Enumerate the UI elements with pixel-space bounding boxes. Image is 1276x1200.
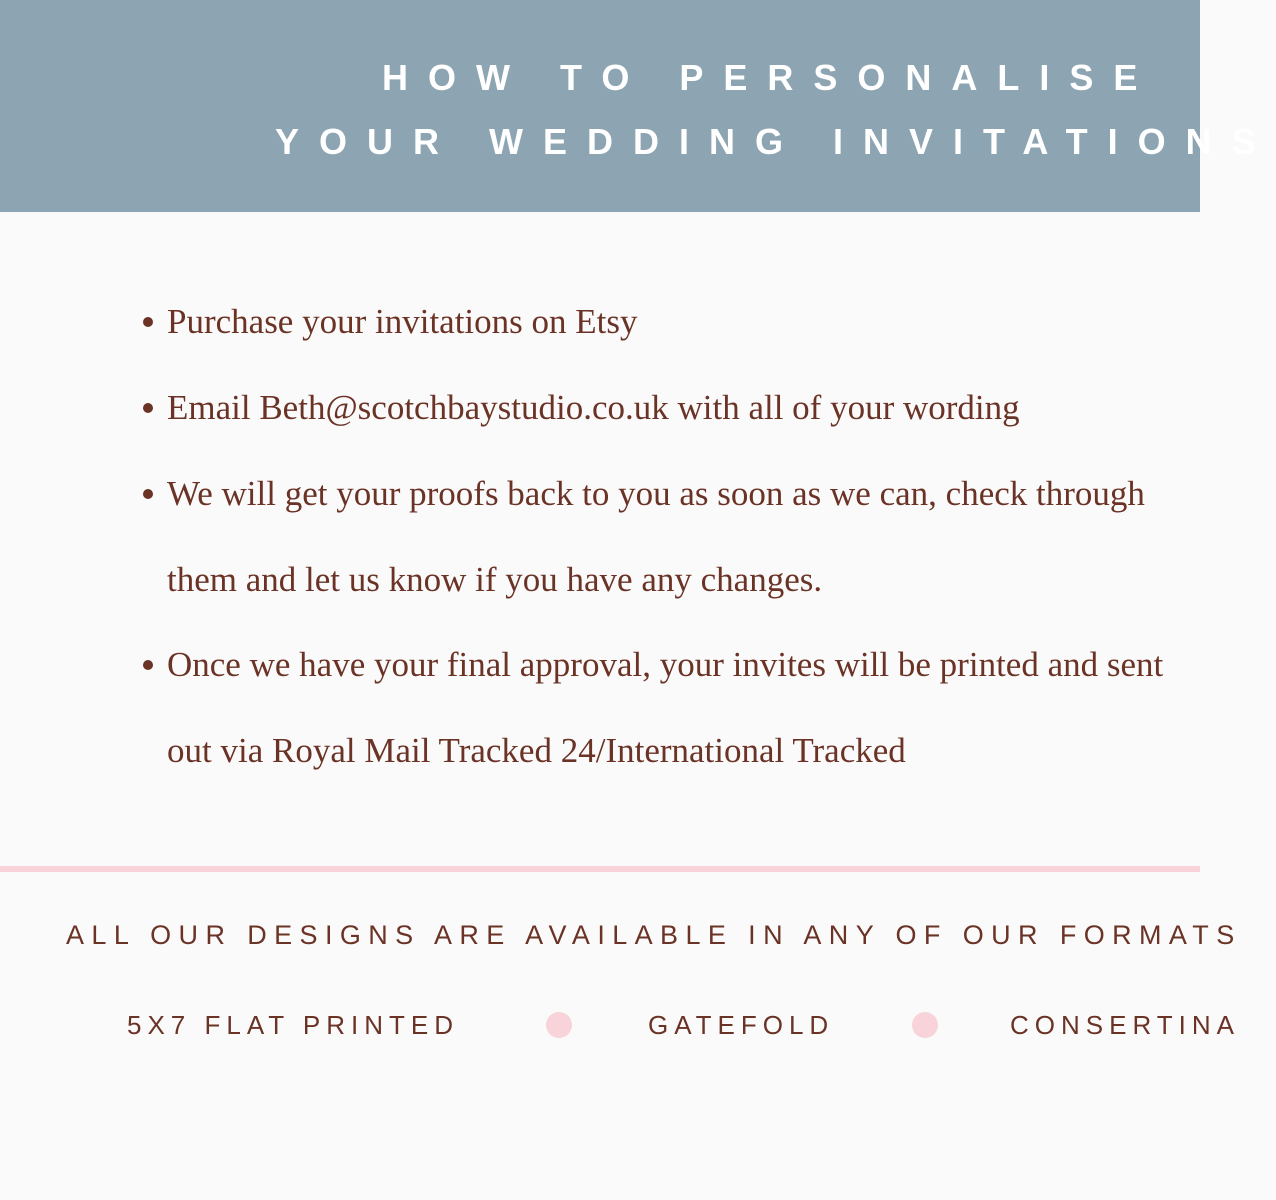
- bullet-icon: [143, 317, 153, 327]
- bullet-icon: [143, 660, 153, 670]
- step-2-text: Email Beth@scotchbaystudio.co.uk with all of your wording: [167, 388, 1020, 427]
- format-consertina: CONSERTINA: [1010, 1010, 1240, 1040]
- format-flat-printed: 5X7 FLAT PRINTED: [127, 1010, 459, 1040]
- step-4-text-line-2: out via Royal Mail Tracked 24/International Tracked: [167, 731, 906, 770]
- step-1-text: Purchase your invitations on Etsy: [167, 302, 638, 341]
- step-3-text-line-2: them and let us know if you have any changes.: [167, 560, 823, 599]
- formats-heading: ALL OUR DESIGNS ARE AVAILABLE IN ANY OF OUR FORMATS: [66, 920, 1242, 950]
- format-gatefold: GATEFOLD: [648, 1010, 835, 1040]
- page-title-line-1: HOW TO PERSONALISE: [382, 57, 1158, 98]
- bullet-icon: [143, 403, 153, 413]
- section-divider: [0, 866, 1200, 872]
- page-title-line-2: YOUR WEDDING INVITATIONS: [275, 121, 1276, 162]
- step-4-text-line-1: Once we have your final approval, your invites will be printed and sent: [167, 645, 1164, 684]
- bullet-icon: [143, 489, 153, 499]
- step-3-text-line-1: We will get your proofs back to you as soon as we can, check through: [167, 474, 1145, 513]
- separator-dot-icon: [912, 1012, 938, 1038]
- separator-dot-icon: [546, 1012, 572, 1038]
